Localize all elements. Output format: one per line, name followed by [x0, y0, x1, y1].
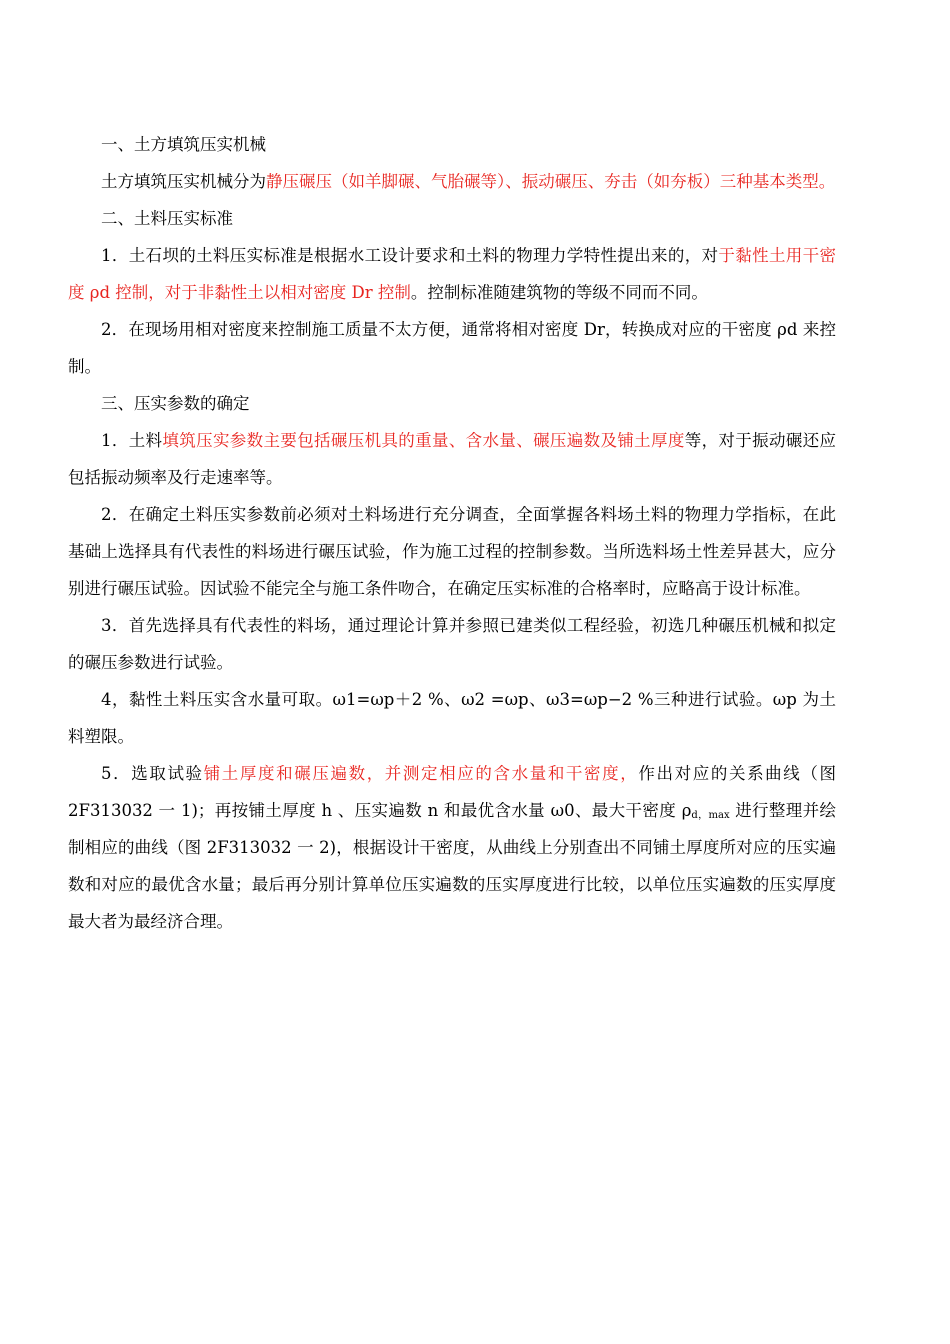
text-run: 作出对应的关系曲线（图 2F313032 一 1)；再按铺土厚度 h 、压实遍数 n 和最优含水量 ω0、最大干密度 ρ — [68, 764, 837, 820]
text-run: 1．土石坝的土料压实标准是根据水工设计要求和土料的物理力学特性提出来的，对 — [101, 246, 719, 265]
text-run: 。控制标准随建筑物的等级不同而不同。 — [410, 283, 708, 302]
section-heading-3 — [68, 385, 836, 422]
text-run: 1．土料 — [101, 431, 163, 450]
subscript: d，max — [691, 810, 730, 821]
paragraph: 3．首先选择具有代表性的料场，通过理论计算并参照已建类似工程经验，初选几种碾压机械和拟定的碾压参数进行试验。 — [68, 616, 836, 672]
heading-text: 一、土方填筑压实机械 — [101, 135, 266, 154]
section-heading-1 — [68, 126, 836, 163]
document-body — [68, 126, 836, 940]
text-run: 进行整理并绘制相应的曲线（图 2F313032 一 2)，根据设计干密度，从曲线上分别查出不同铺土厚度所对应的压实遍数和对应的最优含水量；最后再分别计算单位压实遍数的压实厚度进行比较，以单位压实遍数的压实厚度最大者为最经济合理。 — [68, 801, 836, 931]
text-run: 土方填筑压实机械分为 — [101, 172, 266, 191]
text-run: 5．选取试验 — [101, 764, 204, 783]
highlighted-text: 填筑压实参数主要包括碾压机具的重量、含水量、碾压遍数及铺土厚度 — [162, 431, 685, 450]
section-heading-2 — [68, 200, 836, 237]
highlighted-text: 于黏性土用干密度 ρd 控制，对于非黏性土以相对密度 Dr 控制 — [68, 246, 836, 302]
paragraph — [68, 237, 836, 311]
highlighted-text: 铺土厚度和碾压遍数，并测定相应的含水量和干密度， — [203, 764, 639, 783]
paragraph — [68, 163, 836, 200]
paragraph: 2．在确定土料压实参数前必须对土料场进行充分调查，全面掌握各料场土料的物理力学指标，在此基础上选择具有代表性的料场进行碾压试验，作为施工过程的控制参数。当所选料场土性差异甚大，应分别进行碾压试验。因试验不能完全与施工条件吻合，在确定压实标准的合格率时，应略高于设计标准。 — [68, 505, 836, 598]
highlighted-text: 静压碾压（如羊脚碾、气胎碾等）、振动碾压、夯击（如夯板）三种基本类型。 — [266, 172, 836, 191]
heading-text: 三、压实参数的确定 — [101, 394, 250, 413]
text-run: 等，对于振动碾还应包括振动频率及行走速率等。 — [68, 431, 837, 487]
paragraph — [68, 755, 836, 940]
heading-text: 二、土料压实标准 — [101, 209, 233, 228]
paragraph: 2．在现场用相对密度来控制施工质量不太方便，通常将相对密度 Dr，转换成对应的干密度 ρd 来控制。 — [68, 320, 836, 376]
paragraph — [68, 422, 836, 496]
paragraph: 4，黏性土料压实含水量可取。ω1=ωp＋2 %、ω2 =ωp、ω3=ωp−2 %三种进行试验。ωp 为土料塑限。 — [68, 690, 836, 746]
